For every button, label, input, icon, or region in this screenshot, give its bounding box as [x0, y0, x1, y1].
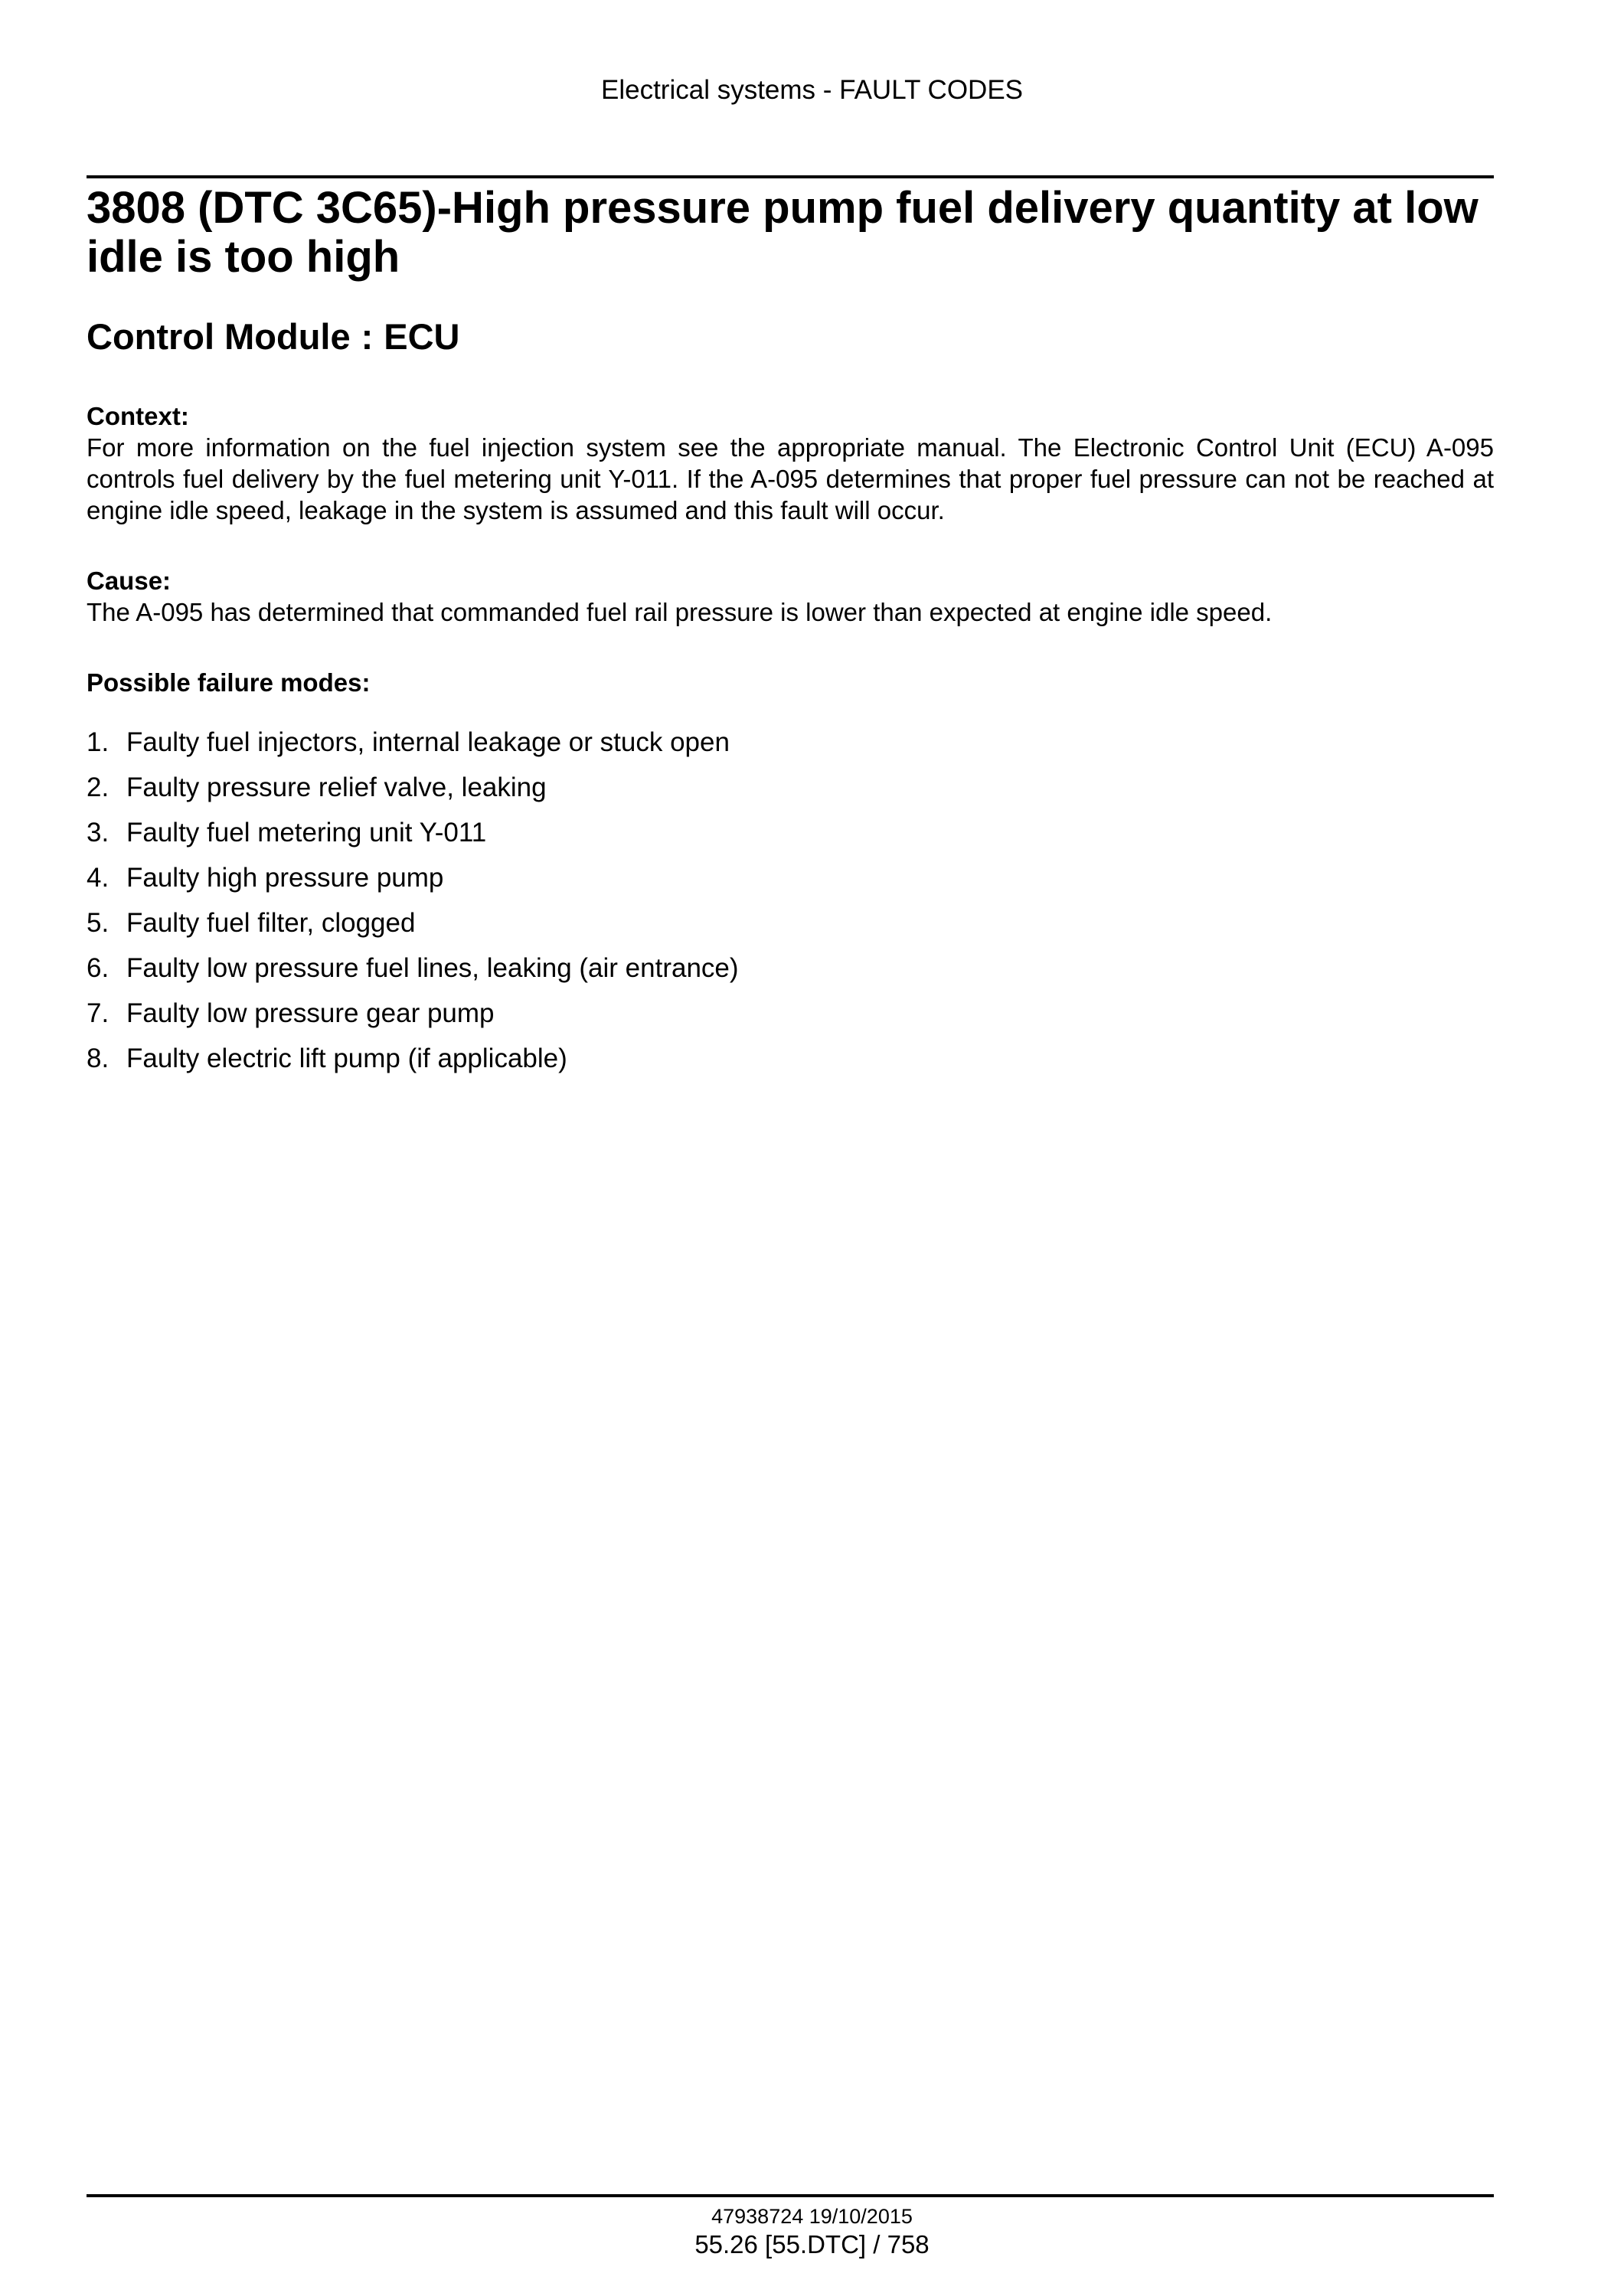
list-item — [87, 855, 1494, 900]
list-item-number: 7. — [87, 998, 109, 1028]
footer-divider — [87, 2194, 1494, 2197]
list-item — [87, 991, 1494, 1036]
list-item — [87, 810, 1494, 855]
list-item — [87, 720, 1494, 765]
running-header: Electrical systems - FAULT CODES — [600, 75, 1024, 105]
list-item — [87, 900, 1494, 946]
list-item-number: 5. — [87, 908, 109, 938]
footer-document-reference: 47938724 19/10/2015 — [711, 2205, 913, 2228]
failure-modes-label: Possible failure modes: — [87, 668, 371, 697]
list-item-number: 6. — [87, 953, 109, 983]
list-item-text: Faulty high pressure pump — [126, 863, 444, 893]
cause-label: Cause: — [87, 567, 172, 595]
list-item — [87, 1036, 1494, 1081]
header-divider — [87, 175, 1494, 178]
list-item-number: 2. — [87, 772, 109, 802]
list-item-number: 8. — [87, 1043, 109, 1073]
list-item-text: Faulty low pressure fuel lines, leaking (air entrance) — [126, 953, 739, 983]
list-item-text: Faulty fuel metering unit Y-011 — [126, 818, 487, 848]
failure-modes-list — [87, 720, 1494, 1081]
control-module-heading — [87, 315, 1494, 358]
list-item — [87, 946, 1494, 991]
list-item-text: Faulty fuel injectors, internal leakage or stuck open — [126, 727, 730, 757]
list-item-number: 3. — [87, 818, 109, 848]
page-title-line-2: idle is too high — [87, 232, 400, 282]
list-item-text: Faulty low pressure gear pump — [126, 998, 495, 1028]
list-item-text: Faulty pressure relief valve, leaking — [126, 772, 547, 802]
list-item-text: Faulty electric lift pump (if applicable) — [126, 1043, 567, 1073]
list-item-text: Faulty fuel filter, clogged — [126, 908, 416, 938]
list-item-number: 1. — [87, 727, 109, 757]
list-item-number: 4. — [87, 863, 109, 893]
page-title — [87, 184, 1494, 282]
page-title-line-1: 3808 (DTC 3C65)-High pressure pump fuel delivery quantity at low — [87, 183, 1479, 233]
control-module-separator: : — [361, 316, 374, 357]
document-body — [87, 184, 1494, 1081]
control-module-label: Control Module — [87, 316, 351, 357]
footer-page-reference: 55.26 [55.DTC] / 758 — [694, 2230, 930, 2258]
control-module-value: ECU — [384, 316, 460, 357]
context-text: For more information on the fuel injection system see the appropriate manual. The Electronic Control Unit (ECU) A-095 controls fuel delivery by the fuel metering unit Y-011. If the A-095 determines that proper fuel pressure can not be reached at engine idle speed, leakage in the system is assumed and this fault will occur. — [87, 433, 1494, 524]
context-label: Context: — [87, 402, 189, 430]
cause-text: The A-095 has determined that commanded fuel rail pressure is lower than expected at engine idle speed. — [87, 598, 1273, 626]
list-item — [87, 765, 1494, 810]
